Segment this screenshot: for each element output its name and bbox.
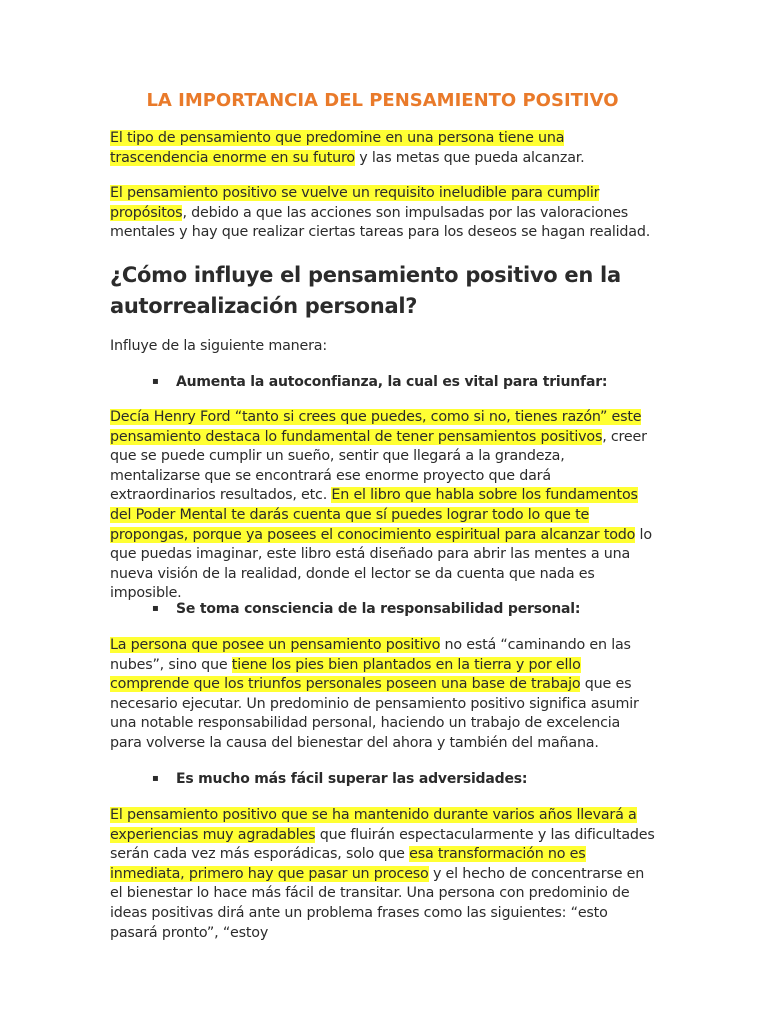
plain-text: y el hecho de concentrarse en el bienestar lo hace más fácil de transitar. Una persona con predominio de ideas positivas dirá ante un problema frases como las siguientes: “esto pasará pronto”, “estoy: [110, 865, 645, 941]
plain-text: , debido a que las acciones son impulsadas por las valoraciones mentales y hay que realizar ciertas tareas para los deseos se hagan realidad.: [110, 204, 651, 241]
bullet-marker-icon: ▪: [152, 376, 159, 387]
plain-text: , creer que se puede cumplir un sueño, sentir que llegará a la grandeza, mentalizarse que se encontrará ese enorme proyecto que dará extraordinarios resultados, etc.: [110, 428, 647, 504]
paragraph-requisito: [110, 184, 655, 243]
plain-text: que fluirán espectacularmente y las dificultades serán cada vez más esporádicas, solo que: [110, 826, 655, 863]
plain-text: no está “caminando en las nubes”, sino que: [110, 637, 631, 673]
bullet-responsabilidad: [152, 599, 652, 619]
paragraph-persona: [110, 636, 655, 754]
plain-text: que es necesario ejecutar. Un predominio de pensamiento positivo significa asumir una notable responsabilidad personal, haciendo un trabajo de excelencia para volverse la causa del bienestar del ahora y también del mañana.: [110, 676, 639, 751]
highlighted-text: Decía Henry Ford “tanto si crees que puedes, como si no, tienes razón” este pensamiento destaca lo fundamental de tener pensamientos positivos: [110, 409, 642, 445]
bullet-label: Es mucho más fácil superar las adversidades:: [176, 771, 528, 787]
bullet-autoconfianza: [152, 372, 652, 392]
intro-text: Influye de la siguiente manera:: [110, 338, 327, 354]
highlighted-text: El pensamiento positivo que se ha mantenido durante varios años llevará a experiencias muy agradables: [110, 807, 637, 843]
highlighted-text: esa transformación no es inmediata, primero hay que pasar un proceso: [110, 846, 586, 882]
document-page: [110, 0, 655, 1024]
bullet-label: Se toma consciencia de la responsabilidad personal:: [176, 601, 581, 617]
paragraph-experiencias: [110, 806, 655, 943]
document-title: LA IMPORTANCIA DEL PENSAMIENTO POSITIVO: [146, 90, 619, 111]
section-heading: ¿Cómo influye el pensamiento positivo en la autorrealización personal?: [110, 263, 621, 318]
plain-text: lo que puedas imaginar, este libro está diseñado para abrir las mentes a una nueva visión de la realidad, donde el lector se da cuenta que nada es imposible.: [110, 526, 652, 602]
highlighted-text: En el libro que habla sobre los fundamentos del Poder Mental te darás cuenta que sí puedes lograr todo lo que te propongas, porque ya posees el conocimiento espiritual para alcanzar todo: [110, 487, 638, 543]
bullet-adversidades: [152, 769, 652, 789]
bullet-marker-icon: ▪: [152, 603, 159, 614]
bullet-label: Aumenta la autoconfianza, la cual es vital para triunfar:: [176, 374, 608, 390]
highlighted-text: El tipo de pensamiento que predomine en una persona tiene una trascendencia enorme en su futuro: [110, 130, 565, 166]
highlighted-text: El pensamiento positivo se vuelve un requisito ineludible para cumplir propósitos: [110, 185, 600, 221]
highlighted-text: tiene los pies bien plantados en la tierra y por ello comprende que los triunfos personales poseen una base de trabajo: [110, 656, 581, 693]
bullet-marker-icon: ▪: [152, 773, 159, 784]
highlighted-text: La persona que posee un pensamiento positivo: [110, 637, 441, 653]
paragraph-trascendencia: [110, 129, 655, 168]
plain-text: y las metas que pueda alcanzar.: [354, 149, 585, 166]
paragraph-henry-ford: [110, 408, 655, 604]
